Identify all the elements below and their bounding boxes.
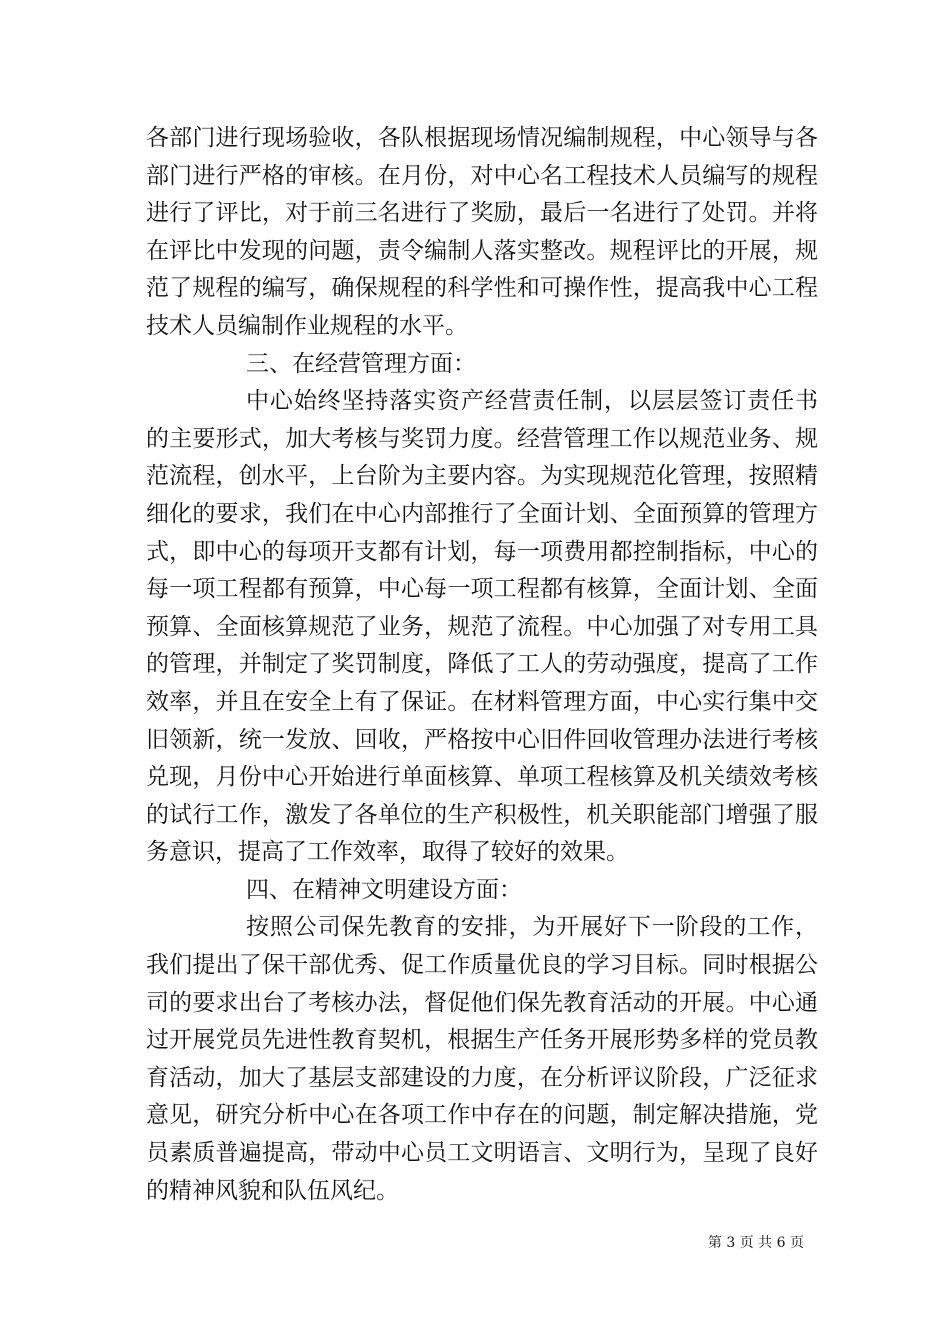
paragraph-continuation: 各部门进行现场验收，各队根据现场情况编制规程，中心领导与各部门进行严格的审核。在月份，对中心名工程技术人员编写的规程进行了评比，对于前三名进行了奖励，最后一名进行了处罚。并将在评比中发现的问题，责令编制人落实整改。规程评比的开展，规范了规程的编写，确保规程的科学性和可操作性，提高我中心工程技术人员编制作业规程的水平。 bbox=[146, 125, 818, 339]
paragraph-spiritual-civilization: 按照公司保先教育的安排，为开展好下一阶段的工作，我们提出了保干部优秀、促工作质量优良的学习目标。同时根据公司的要求出台了考核办法，督促他们保先教育活动的开展。中心通过开展党员先进性教育契机，根据生产任务开展形势多样的党员教育活动，加大了基层支部建设的力度，在分析评议阶段，广泛征求意见，研究分析中心在各项工作中存在的问题，制定解决措施，党员素质普遍提高，带动中心员工文明语言、文明行为，呈现了良好的精神风貌和队伍风纪。 bbox=[146, 914, 818, 1204]
page-number: 第 3 页 共 6 页 bbox=[707, 1235, 804, 1251]
paragraph-business-management: 中心始终坚持落实资产经营责任制，以层层签订责任书的主要形式，加大考核与奖罚力度。经营管理工作以规范业务、规范流程，创水平，上台阶为主要内容。为实现规范化管理，按照精细化的要求，我们在中心内部推行了全面计划、全面预算的管理方式，即中心的每项开支都有计划，每一项费用都控制指标，中心的每一项工程都有预算，中心每一项工程都有核算，全面计划、全面预算、全面核算规范了业务，规范了流程。中心加强了对专用工具的管理，并制定了奖罚制度，降低了工人的劳动强度，提高了工作效率，并且在安全上有了保证。在材料管理方面，中心实行集中交旧领新，统一发放、回收，严格按中心旧件回收管理办法进行考核兑现，月份中心开始进行单面核算、单项工程核算及机关绩效考核的试行工作，激发了各单位的生产积极性，机关职能部门增强了服务意识，提高了工作效率，取得了较好的效果。 bbox=[146, 388, 818, 866]
section-heading-business-management: 三、在经营管理方面： bbox=[246, 350, 476, 377]
section-heading-spiritual-civilization: 四、在精神文明建设方面： bbox=[246, 876, 522, 903]
body-text bbox=[146, 120, 818, 1210]
